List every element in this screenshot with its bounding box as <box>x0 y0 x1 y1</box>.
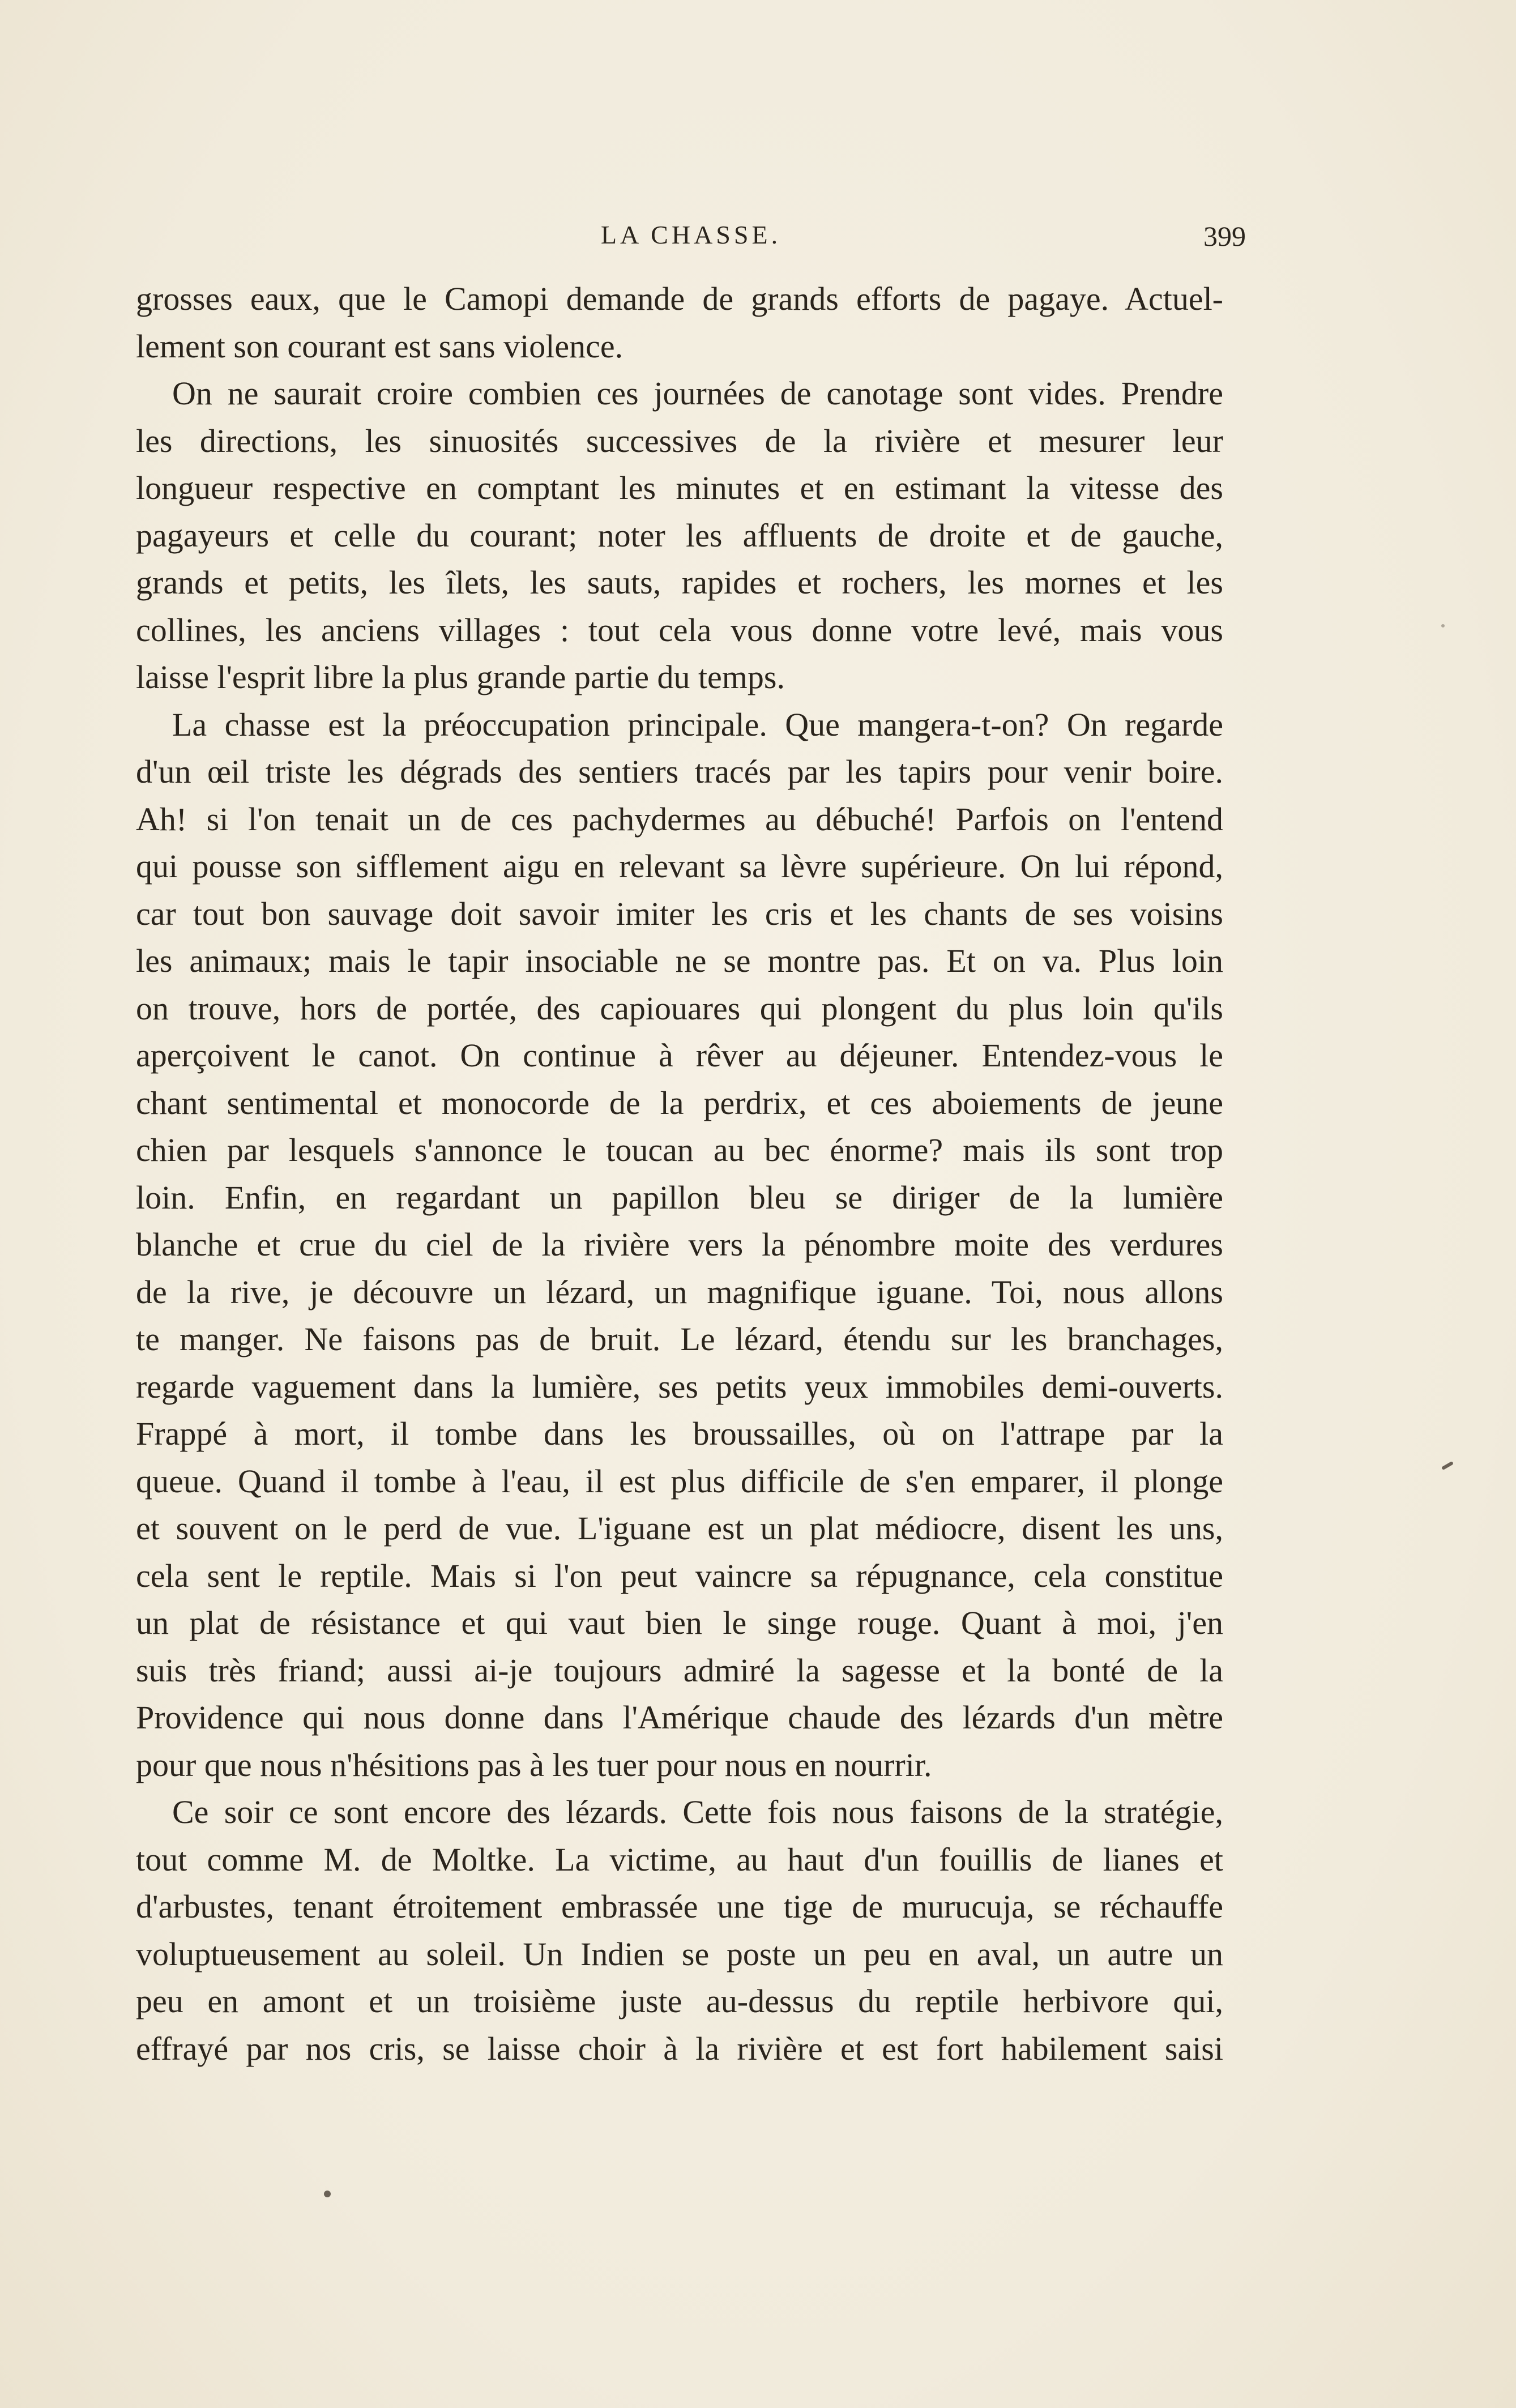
text-line: on trouve, hors de portée, des capiouares qui plongent du plus loin qu'ils <box>136 989 1223 1027</box>
text-line: Providence qui nous donne dans l'Amérique chaude des lézards d'un mètre <box>136 1699 1223 1736</box>
text-line: pour que nous n'hésitions pas à les tuer pour nous en nourrir. <box>136 1746 932 1783</box>
text-line: et souvent on le perd de vue. L'iguane est un plat médiocre, disent les uns, <box>136 1510 1223 1547</box>
text-line: grands et petits, les îlets, les sauts, rapides et rochers, les mornes et les <box>136 564 1223 601</box>
text-line: tout comme M. de Moltke. La victime, au haut d'un fouillis de lianes et <box>136 1841 1223 1878</box>
text-line: collines, les anciens villages : tout cela vous donne votre levé, mais vous <box>136 611 1223 648</box>
text-line: suis très friand; aussi ai-je toujours admiré la sagesse et la bonté de la <box>136 1651 1223 1689</box>
body-text <box>136 275 1223 2072</box>
text-line: car tout bon sauvage doit savoir imiter les cris et les chants de ses voisins <box>136 895 1223 932</box>
text-line: Ah! si l'on tenait un de ces pachydermes au débuché! Parfois on l'entend <box>136 800 1223 838</box>
text-line: qui pousse son sifflement aigu en relevant sa lèvre supérieure. On lui répond, <box>136 848 1223 885</box>
text-line: les animaux; mais le tapir insociable ne se montre pas. Et on va. Plus loin <box>136 942 1223 979</box>
ink-speck <box>1441 1461 1454 1470</box>
running-title: LA CHASSE. <box>600 220 782 249</box>
text-line: peu en amont et un troisième juste au-dessus du reptile herbivore qui, <box>136 1983 1223 2020</box>
text-line: Frappé à mort, il tombe dans les broussailles, où on l'attrape par la <box>136 1415 1223 1452</box>
text-line: Ce soir ce sont encore des lézards. Cette fois nous faisons de la stratégie, <box>172 1794 1223 1830</box>
text-line: d'un œil triste les dégrads des sentiers tracés par les tapirs pour venir boire. <box>136 753 1223 790</box>
text-line: blanche et crue du ciel de la rivière vers la pénombre moite des verdures <box>136 1226 1223 1263</box>
text-line: les directions, les sinuosités successives de la rivière et mesurer leur <box>136 422 1223 459</box>
text-line: loin. Enfin, en regardant un papillon bleu se diriger de la lumière <box>136 1179 1223 1216</box>
text-line: chant sentimental et monocorde de la perdrix, et ces aboiements de jeune <box>136 1084 1223 1121</box>
text-line: cela sent le reptile. Mais si l'on peut vaincre sa répugnance, cela constitue <box>136 1557 1223 1594</box>
text-line: d'arbustes, tenant étroitement embrassée une tige de murucuja, se réchauffe <box>136 1888 1223 1925</box>
ink-speck <box>324 2191 331 2197</box>
text-line: pagayeurs et celle du courant; noter les affluents de droite et de gauche, <box>136 516 1223 554</box>
running-head <box>136 220 1246 254</box>
text-line: de la rive, je découvre un lézard, un magnifique iguane. Toi, nous allons <box>136 1273 1223 1310</box>
text-line: regarde vaguement dans la lumière, ses petits yeux immobiles demi-ouverts. <box>136 1368 1223 1405</box>
text-line: voluptueusement au soleil. Un Indien se poste un peu en aval, un autre un <box>136 1935 1223 1972</box>
text-line: La chasse est la préoccupation principale. Que mangera-t-on? On regarde <box>172 706 1223 743</box>
page-number: 399 <box>1203 220 1246 252</box>
text-line: longueur respective en comptant les minutes et en estimant la vitesse des <box>136 469 1223 506</box>
text-line: lement son courant est sans violence. <box>136 327 624 365</box>
text-line: queue. Quand il tombe à l'eau, il est plus difficile de s'en emparer, il plonge <box>136 1462 1223 1500</box>
text-line: laisse l'esprit libre la plus grande partie du temps. <box>136 659 785 695</box>
text-line: effrayé par nos cris, se laisse choir à la rivière et est fort habilement saisi <box>136 2030 1223 2067</box>
text-line: On ne saurait croire combien ces journées de canotage sont vides. Prendre <box>172 375 1223 412</box>
text-line: chien par lesquels s'annonce le toucan au bec énorme? mais ils sont trop <box>136 1132 1223 1168</box>
text-line: te manger. Ne faisons pas de bruit. Le lézard, étendu sur les branchages, <box>136 1321 1223 1357</box>
text-line: aperçoivent le canot. On continue à rêver au déjeuner. Entendez-vous le <box>136 1037 1223 1074</box>
text-line: un plat de résistance et qui vaut bien le singe rouge. Quant à moi, j'en <box>136 1604 1223 1641</box>
ink-speck <box>1441 624 1445 627</box>
text-line: grosses eaux, que le Camopi demande de grands efforts de pagaye. Actuel- <box>136 280 1223 317</box>
